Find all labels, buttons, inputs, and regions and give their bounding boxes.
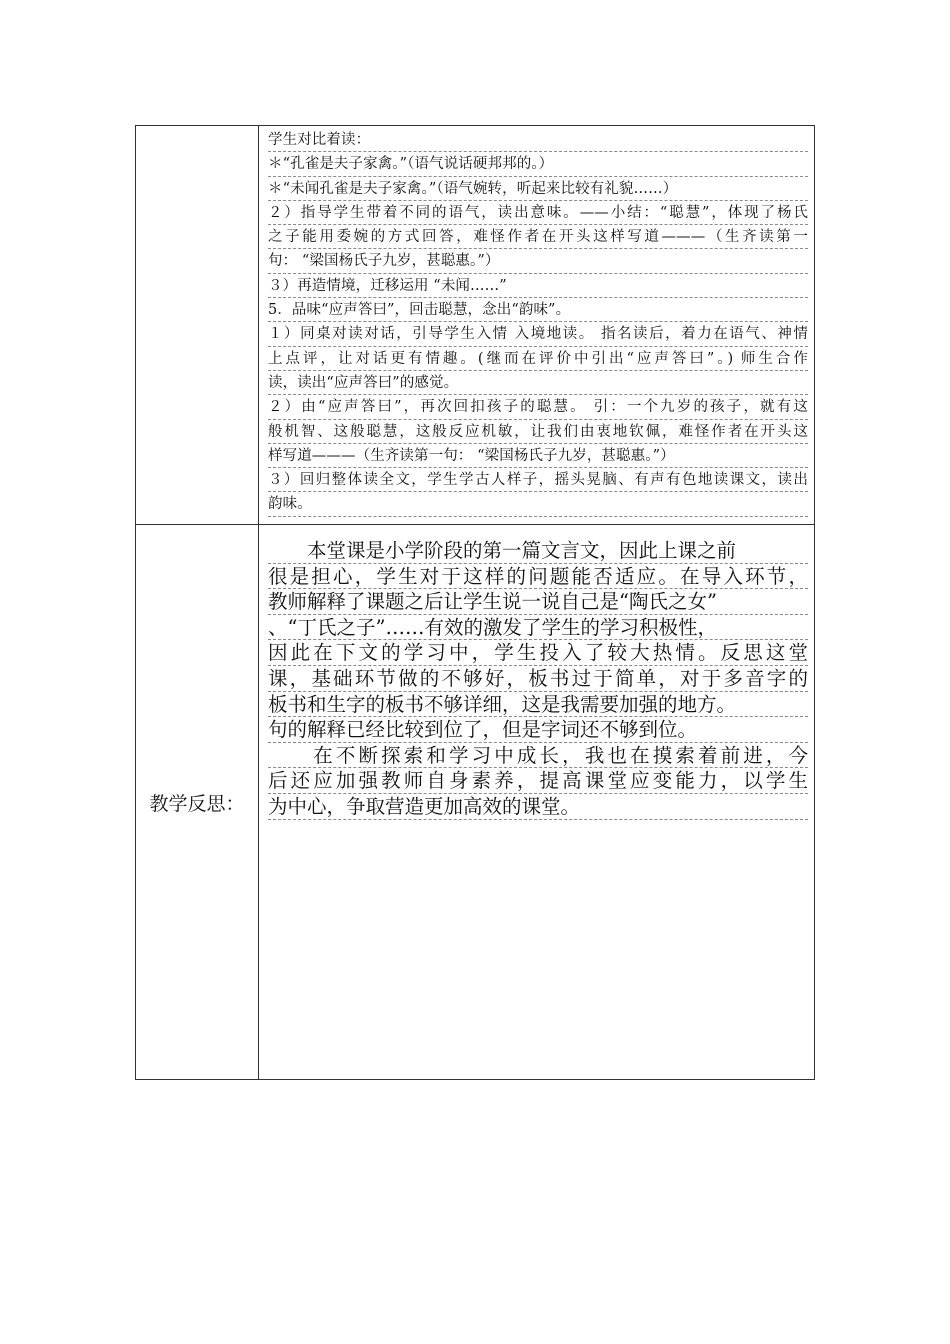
reflection-line: 后还应加强教师自身素养，提高课堂应变能力，以学生 bbox=[268, 769, 808, 793]
lesson-step-line: 之子能用委婉的方式回答，难怪作者在开头这样写道———（生齐读第一 bbox=[268, 225, 808, 249]
reflection-line: 句的解释已经比较到位了，但是字词还不够到位。 bbox=[268, 717, 808, 743]
reflection-label: 教学反思： bbox=[149, 793, 245, 815]
lesson-steps-cell bbox=[268, 128, 808, 517]
lesson-step-line: 读，读出“应声答曰”的感觉。 bbox=[268, 371, 808, 395]
lesson-step-line: ２）指导学生带着不同的语气，读出意味。——小结：“聪慧”，体现了杨氏 bbox=[268, 201, 808, 225]
reflection-line: 在不断探索和学习中成长，我也在摸索着前进，今 bbox=[268, 743, 808, 767]
lesson-step-line: ２）由“应声答曰”，再次回扣孩子的聪慧。 引：一个九岁的孩子，就有这 bbox=[268, 395, 808, 419]
column-divider bbox=[258, 126, 259, 1079]
reflection-line: 因此在下文的学习中，学生投入了较大热情。反思这堂 bbox=[268, 641, 808, 665]
lesson-step-line: １）同桌对读对话，引导学生入情 入境地读。 指名读后，着力在语气、神情 bbox=[268, 322, 808, 346]
lesson-step-line: ＊“孔雀是夫子家禽。”（语气说话硬邦邦的。） bbox=[268, 152, 808, 176]
lesson-step-line: 学生对比着读： bbox=[268, 128, 808, 152]
lesson-step-line: ＊“未闻孔雀是夫子家禽。”（语气婉转，听起来比较有礼貌……） bbox=[268, 177, 808, 201]
lesson-step-line: ３）再造情境，迁移运用 “未闻……” bbox=[268, 274, 808, 298]
reflection-line: 为中心，争取营造更加高效的课堂。 bbox=[268, 794, 808, 820]
lesson-step-line: 样写道———（生齐读第一句： “梁国杨氏子九岁，甚聪惠。”） bbox=[268, 444, 808, 468]
lesson-step-line: ３）回归整体读全文，学生学古人样子，摇头晃脑、有声有色地读课文，读出 bbox=[268, 468, 808, 492]
reflection-line: 教师解释了课题之后让学生说一说自己是“陶氏之女” bbox=[268, 589, 808, 615]
lesson-step-line: 句： “梁国杨氏子九岁，甚聪惠。”） bbox=[268, 249, 808, 273]
reflection-line: 很是担心，学生对于这样的问题能否适应。在导入环节， bbox=[268, 564, 808, 588]
lesson-table bbox=[135, 125, 815, 1080]
reflection-text-cell bbox=[268, 538, 808, 820]
lesson-step-line: 韵味。 bbox=[268, 492, 808, 516]
reflection-line: 、“丁氏之子”……有效的激发了学生的学习积极性， bbox=[268, 615, 808, 641]
reflection-line: 本堂课是小学阶段的第一篇文言文，因此上课之前 bbox=[268, 538, 808, 564]
lesson-step-line: 5．品味“应声答曰”，回击聪慧，念出“韵味”。 bbox=[268, 298, 808, 322]
reflection-line: 课，基础环节做的不够好，板书过于简单，对于多音字的 bbox=[268, 666, 808, 690]
lesson-step-line: 般机智、这般聪慧，这般反应机敏，让我们由衷地钦佩，难怪作者在开头这 bbox=[268, 420, 808, 444]
lesson-step-line: 上点评，让对话更有情趣。(继而在评价中引出“应声答曰”。) 师生合作 bbox=[268, 347, 808, 371]
reflection-line: 板书和生字的板书不够详细，这是我需要加强的地方。 bbox=[268, 692, 808, 718]
